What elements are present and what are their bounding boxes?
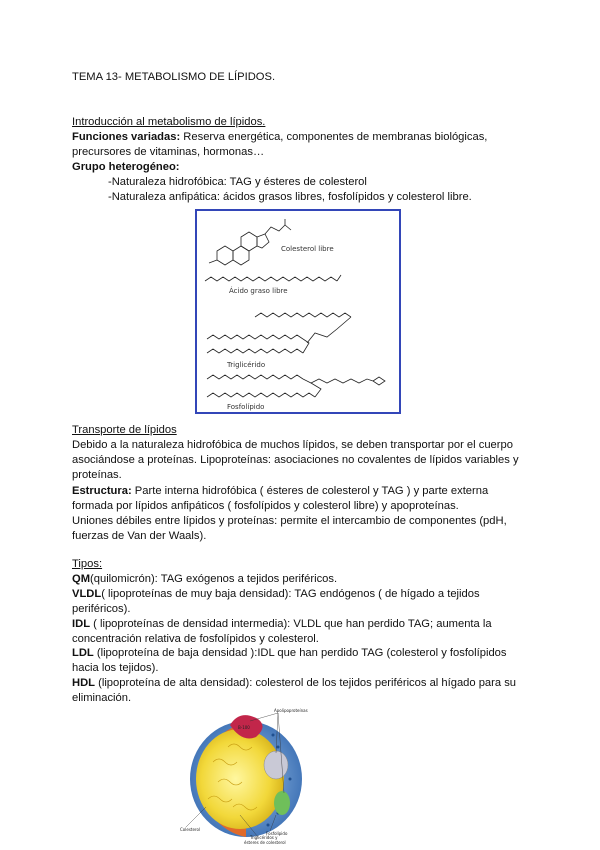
tipo-qm: QM(quilomicrón): TAG exógenos a tejidos periféricos. [72,573,338,585]
tipo-vldl: VLDL( lipoproteínas de muy baja densidad): TAG endógenos ( de hígado a tejidos [72,588,480,600]
funciones-label: Funciones variadas: [72,131,181,143]
funciones-line-2: precursores de vitaminas, hormonas… [72,146,265,158]
tipo-hdl: HDL (lipoproteína de alta densidad): colesterol de los tejidos periféricos al hígado para su [72,677,517,689]
label-fosfolipido: Fosfolípido [266,831,288,836]
apoprotein [264,751,288,779]
tipo-ldl: LDL (lipoproteína de baja densidad ):IDL que han perdido TAG (colesterol y fosfolípidos [72,647,507,659]
grupo-item: -Naturaleza hidrofóbica: TAG y ésteres de colesterol [108,176,367,188]
sterol-ring [233,246,249,265]
label-apoproteinas: Apolipoproteínas [274,708,308,713]
tipos-heading: Tipos: [72,558,103,570]
label-trigliceridos: Triglicéridos y [250,835,278,840]
lipid-structures-diagram [197,211,399,412]
tipo-idl-cont: concentración relativa de fosfolípidos y colesterol. [72,633,319,645]
tag-chain [255,313,351,317]
label-acido-graso: Ácido graso libre [229,287,288,295]
phospholipid-chain [207,375,303,379]
page-title: TEMA 13- METABOLISMO DE LÍPIDOS. [72,71,276,83]
grupo-label: Grupo heterogéneo: [72,161,180,173]
label-colesterol: Colesterol libre [281,245,334,253]
estructura-line-2: formada por lípidos anfipáticos ( fosfolípidos y colesterol libre) y apoproteínas. [72,500,459,512]
fatty-acid-chain [205,277,337,281]
uniones-text: fuerzas de Van der Waals). [72,530,207,542]
funciones-line [72,130,487,145]
label-b100: B-100 [238,725,250,730]
label-trigliceridos: Triglicérido [227,361,266,369]
funciones-text: Reserva energética, componentes de membranas biológicas, [180,131,488,143]
estructura-line: Estructura: Parte interna hidrofóbica ( ésteres de colesterol y TAG ) y parte externa [72,485,489,497]
sterol-ring [217,246,233,265]
sterol-side-chain [265,225,291,234]
tipo-ldl-cont: hacia los tejidos). [72,662,159,674]
label-colesterol: Colesterol [180,827,201,832]
transporte-text: Debido a la naturaleza hidrofóbica de muchos lípidos, se deben transportar por el cuerpo [72,439,513,451]
intro-heading: Introducción al metabolismo de lípidos. [72,116,266,128]
tipo-vldl-cont: periféricos). [72,603,131,615]
phosphate-head-chain [303,379,373,383]
grupo-item: -Naturaleza anfipática: ácidos grasos libres, fosfolípidos y colesterol libre. [108,191,472,203]
lipoprotein-figure [178,707,313,845]
apoprotein [274,791,290,815]
label-esteres: ésteres de colesterol [244,840,286,845]
lipid-structures-figure [195,209,401,414]
tipo-hdl-cont: eliminación. [72,692,132,704]
tipo-idl: IDL ( lipoproteínas de densidad intermedia): VLDL que han perdido TAG; aumenta la [72,618,492,630]
phospholipid-chain [207,393,315,397]
estructura-label: Estructura: [72,485,132,497]
tag-chain [207,349,303,353]
hydrophobic-core [196,729,284,829]
sterol-ring [241,232,257,251]
sterol-ring [257,234,269,248]
uniones-text: Uniones débiles entre lípidos y proteínas: permite el intercambio de componentes (pdH, [72,515,507,527]
transporte-text: proteínas. [72,469,122,481]
transporte-heading: Transporte de lípidos [72,424,177,436]
label-fosfolipido: Fosfolípido [227,403,265,411]
transporte-text: asociándose a proteínas. Lipoproteínas: asociaciones no covalentes de lípidos variables y [72,454,519,466]
tag-chain [207,335,303,339]
lipoprotein-diagram [178,707,313,845]
